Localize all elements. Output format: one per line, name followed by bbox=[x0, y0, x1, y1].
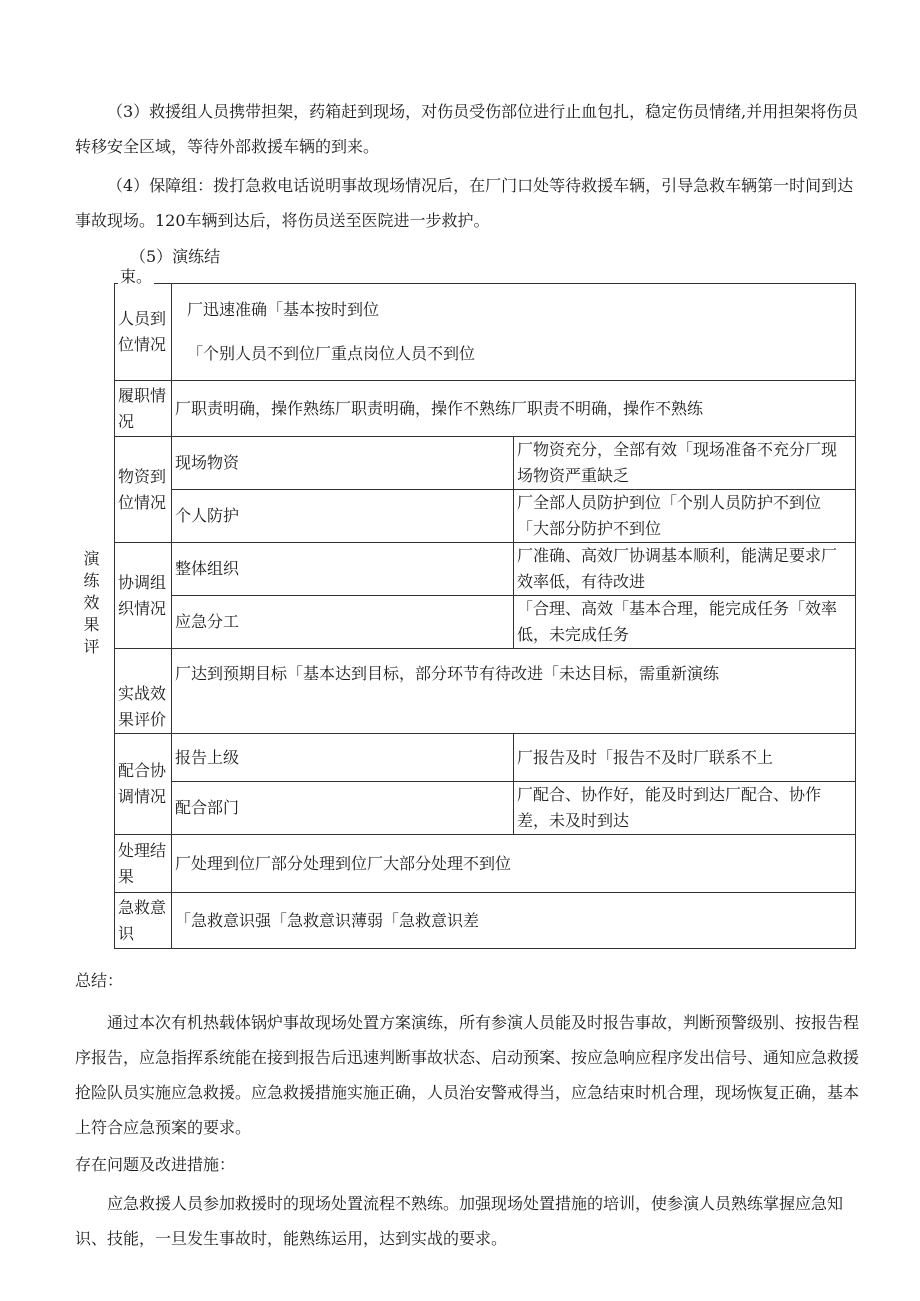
options-cell: 厂职责明确，操作熟练厂职责明确，操作不熟练厂职责不明确，操作不熟练 bbox=[172, 381, 856, 437]
table-row bbox=[115, 649, 856, 734]
paragraph-rescue-team: （3）救援组人员携带担架，药箱赶到现场，对伤员受伤部位进行止血包扎，稳定伤员情绪,并用担架将伤员转移安全区域，等待外部救援车辆的到来。 bbox=[75, 102, 859, 156]
subcategory-cell: 整体组织 bbox=[172, 543, 514, 596]
option-line: 「个别人员不到位厂重点岗位人员不到位 bbox=[187, 344, 476, 363]
problems-paragraph: 应急救援人员参加救援时的现场处置流程不熟练。加强现场处置措施的培训，使参演人员熟练掌握应急知识、技能，一旦发生事故时，能熟练运用，达到实战的要求。 bbox=[75, 1194, 844, 1248]
summary-heading: 总结： bbox=[75, 971, 124, 990]
options-cell: 「合理、高效「基本合理，能完成任务「效率低，未完成任务 bbox=[514, 596, 856, 649]
option-line: 厂迅速准确「基本按时到位 bbox=[187, 300, 380, 319]
options-cell: 厂全部人员防护到位「个别人员防护不到位「大部分防护不到位 bbox=[514, 490, 856, 543]
paragraph-support-team: （4）保障组：拨打急救电话说明事故现场情况后，在厂门口处等待救援车辆，引导急救车辆第一时间到达事故现场。120车辆到达后，将伤员送至医院进一步救护。 bbox=[75, 176, 854, 230]
category-cell: 配合协调情况 bbox=[115, 734, 172, 835]
table-row bbox=[115, 437, 856, 490]
subcategory-cell: 报告上级 bbox=[172, 734, 514, 782]
category-cell: 物资到位情况 bbox=[115, 437, 172, 543]
category-cell: 处理结果 bbox=[115, 835, 172, 893]
summary-paragraph: 通过本次有机热载体锅炉事故现场处置方案演练，所有参演人员能及时报告事故，判断预警级别、按报告程序报告，应急指挥系统能在接到报告后迅速判断事故状态、启动预案、按应急响应程序发出信号、通知应急救援抢险队员实施应急救援。应急救援措施实施正确，人员治安警戒得当，应急结束时机合理，现场恢复正确，基本上符合应急预案的要求。 bbox=[75, 1013, 860, 1137]
category-cell: 协调组织情况 bbox=[115, 543, 172, 649]
options-cell: 厂准确、高效厂协调基本顺利，能满足要求厂效率低，有待改进 bbox=[514, 543, 856, 596]
drill-end-overflow: 束。 bbox=[120, 267, 153, 286]
table-row bbox=[115, 284, 856, 381]
subcategory-cell: 个人防护 bbox=[172, 490, 514, 543]
table-row bbox=[115, 782, 856, 835]
options-cell: 厂报告及时「报告不及时厂联系不上 bbox=[514, 734, 856, 782]
options-cell: 厂物资充分，全部有效「现场准备不充分厂现场物资严重缺乏 bbox=[514, 437, 856, 490]
category-cell: 人员到位情况 bbox=[115, 284, 172, 381]
subcategory-cell: 现场物资 bbox=[172, 437, 514, 490]
category-cell: 急救意识 bbox=[115, 893, 172, 949]
subcategory-cell: 应急分工 bbox=[172, 596, 514, 649]
options-cell bbox=[172, 284, 856, 381]
table-row bbox=[115, 893, 856, 949]
table-row bbox=[115, 734, 856, 782]
table-row bbox=[115, 835, 856, 893]
table-row bbox=[115, 381, 856, 437]
options-cell: 「急救意识强「急救意识薄弱「急救意识差 bbox=[172, 893, 856, 949]
subcategory-cell: 配合部门 bbox=[172, 782, 514, 835]
table-row bbox=[115, 543, 856, 596]
drill-evaluation-table bbox=[114, 283, 856, 949]
options-cell: 厂配合、协作好，能及时到达厂配合、协作差，未及时到达 bbox=[514, 782, 856, 835]
options-cell: 厂处理到位厂部分处理到位厂大部分处理不到位 bbox=[172, 835, 856, 893]
drill-evaluation-side-label: 演练效果评 bbox=[81, 550, 100, 660]
drill-end-heading: （5）演练结 bbox=[130, 247, 221, 266]
options-cell: 厂达到预期目标「基本达到目标，部分环节有待改进「未达目标，需重新演练 bbox=[172, 649, 856, 734]
table-row bbox=[115, 596, 856, 649]
table-row bbox=[115, 490, 856, 543]
problems-heading: 存在问题及改进措施： bbox=[75, 1155, 236, 1174]
category-cell: 实战效果评价 bbox=[115, 649, 172, 734]
category-cell: 履职情况 bbox=[115, 381, 172, 437]
